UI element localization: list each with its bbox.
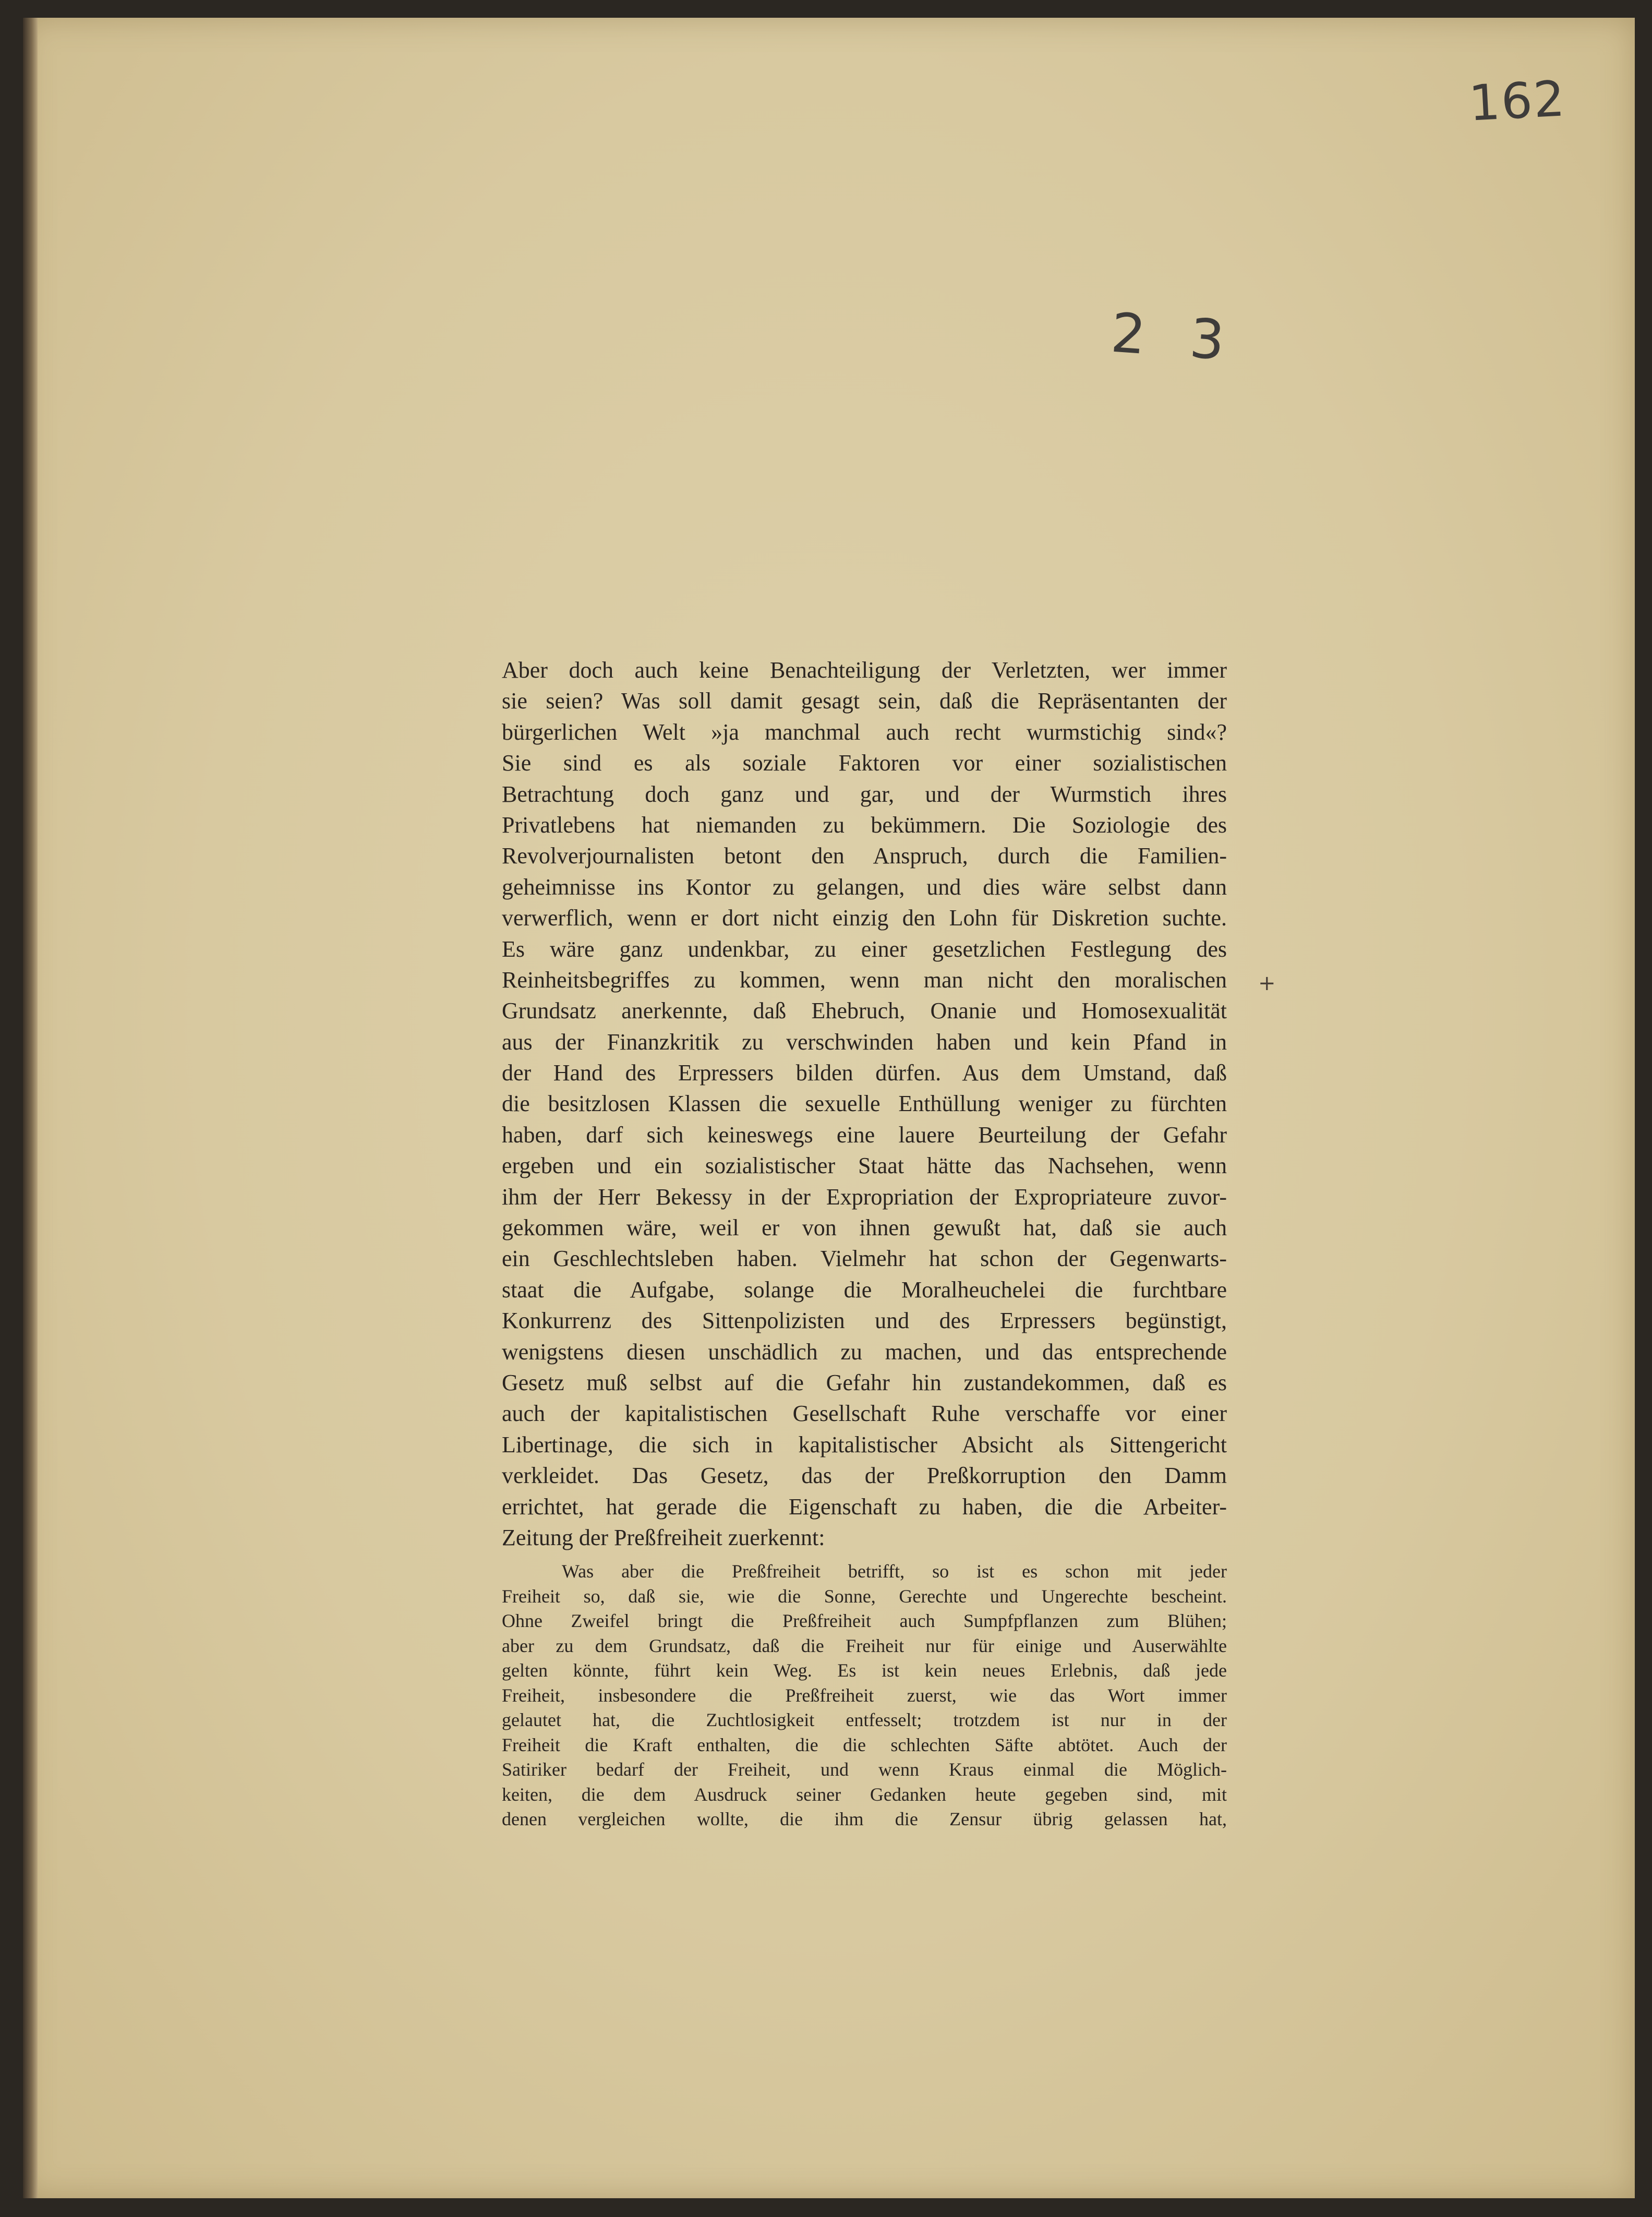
quote-text-line: Freiheit die Kraft enthalten, die die schlechten Säfte abtötet. Auch der	[502, 1734, 1227, 1755]
body-text-line: ihm der Herr Bekessy in der Expropriation der Expropriateure zuvor-	[502, 1184, 1227, 1210]
body-text-line: errichtet, hat gerade die Eigenschaft zu haben, die die Arbeiter-	[502, 1493, 1227, 1520]
body-text-line: Sie sind es als soziale Faktoren vor einer sozialistischen	[502, 750, 1227, 776]
body-text-line: aus der Finanzkritik zu verschwinden haben und kein Pfand in	[502, 1029, 1227, 1055]
body-text-line: gekommen wäre, weil er von ihnen gewußt hat, daß sie auch	[502, 1215, 1227, 1241]
body-text-line: Libertinage, die sich in kapitalistischer Absicht als Sittengericht	[502, 1431, 1227, 1457]
body-text-line: Es wäre ganz undenkbar, zu einer gesetzlichen Festlegung des	[502, 936, 1227, 962]
body-text-line: Betrachtung doch ganz und gar, und der Wurmstich ihres	[502, 781, 1227, 807]
quote-text-line: Was aber die Preßfreiheit betrifft, so ist es schon mit jeder	[562, 1561, 1227, 1582]
body-text-line: Revolverjournalisten betont den Anspruch, durch die Familien-	[502, 843, 1227, 869]
text-column	[502, 655, 1227, 1832]
body-text-line: Aber doch auch keine Benachteiligung der Verletzten, wer immer	[502, 657, 1227, 683]
body-text-line: die besitzlosen Klassen die sexuelle Enthüllung weniger zu fürchten	[502, 1091, 1227, 1117]
body-text-line: haben, darf sich keineswegs eine lauere Beurteilung der Gefahr	[502, 1122, 1227, 1148]
quote-text-line: denen vergleichen wollte, die ihm die Zensur übrig gelassen hat,	[502, 1809, 1227, 1830]
quote-text-line: Freiheit, insbesondere die Preßfreiheit zuerst, wie das Wort immer	[502, 1684, 1227, 1706]
body-text-line: Zeitung der Preßfreiheit zuerkennt:	[502, 1524, 825, 1550]
quote-text-line: keiten, die dem Ausdruck seiner Gedanken heute gegeben sind, mit	[502, 1784, 1227, 1805]
body-text-line: Privatlebens hat niemanden zu bekümmern. Die Soziologie des	[502, 812, 1227, 838]
body-text-line: Reinheitsbegriffes zu kommen, wenn man nicht den moralischen	[502, 967, 1227, 993]
body-text-line: bürgerlichen Welt »ja manchmal auch recht wurmstichig sind«?	[502, 719, 1227, 745]
body-text-line: wenigstens diesen unschädlich zu machen, und das entsprechende	[502, 1339, 1227, 1365]
folio-number: 162	[1467, 70, 1567, 132]
block-quote	[502, 1559, 1227, 1832]
body-text-line: staat die Aufgabe, solange die Moralheuchelei die furchtbare	[502, 1276, 1227, 1303]
body-text	[502, 655, 1227, 1553]
quote-text-line: gelten könnte, führt kein Weg. Es ist kein neues Erlebnis, daß jede	[502, 1660, 1227, 1681]
quote-text-line: aber zu dem Grundsatz, daß die Freiheit nur für einige und Auserwählte	[502, 1635, 1227, 1656]
body-text-line: verwerflich, wenn er dort nicht einzig den Lohn für Diskretion suchte.	[502, 905, 1227, 931]
body-text-line: Konkurrenz des Sittenpolizisten und des Erpressers begünstigt,	[502, 1308, 1227, 1334]
body-text-line: Gesetz muß selbst auf die Gefahr hin zustandekommen, daß es	[502, 1369, 1227, 1395]
quote-text-line: Freiheit so, daß sie, wie die Sonne, Gerechte und Ungerechte bescheint.	[502, 1585, 1227, 1607]
margin-mark: +	[1258, 971, 1276, 995]
body-text-line: Grundsatz anerkennte, daß Ehebruch, Onanie und Homosexualität	[502, 998, 1227, 1024]
body-text-line: sie seien? Was soll damit gesagt sein, daß die Repräsentanten der	[502, 688, 1227, 714]
body-text-line: geheimnisse ins Kontor zu gelangen, und dies wäre selbst dann	[502, 874, 1227, 900]
binding-edge	[23, 18, 38, 2198]
body-text-line: ein Geschlechtsleben haben. Vielmehr hat schon der Gegenwarts-	[502, 1246, 1227, 1272]
pencil-annotation: 2 3	[1109, 300, 1240, 373]
body-text-line: der Hand des Erpressers bilden dürfen. Aus dem Umstand, daß	[502, 1060, 1227, 1086]
body-text-line: auch der kapitalistischen Gesellschaft Ruhe verschaffe vor einer	[502, 1401, 1227, 1427]
quote-text-line: gelautet hat, die Zuchtlosigkeit entfesselt; trotzdem ist nur in der	[502, 1709, 1227, 1731]
body-text-line: ergeben und ein sozialistischer Staat hätte das Nachsehen, wenn	[502, 1153, 1227, 1179]
quote-text-line: Ohne Zweifel bringt die Preßfreiheit auch Sumpfpflanzen zum Blühen;	[502, 1610, 1227, 1632]
quote-text-line: Satiriker bedarf der Freiheit, und wenn Kraus einmal die Möglich-	[502, 1759, 1227, 1780]
body-text-line: verkleidet. Das Gesetz, das der Preßkorruption den Damm	[502, 1463, 1227, 1489]
